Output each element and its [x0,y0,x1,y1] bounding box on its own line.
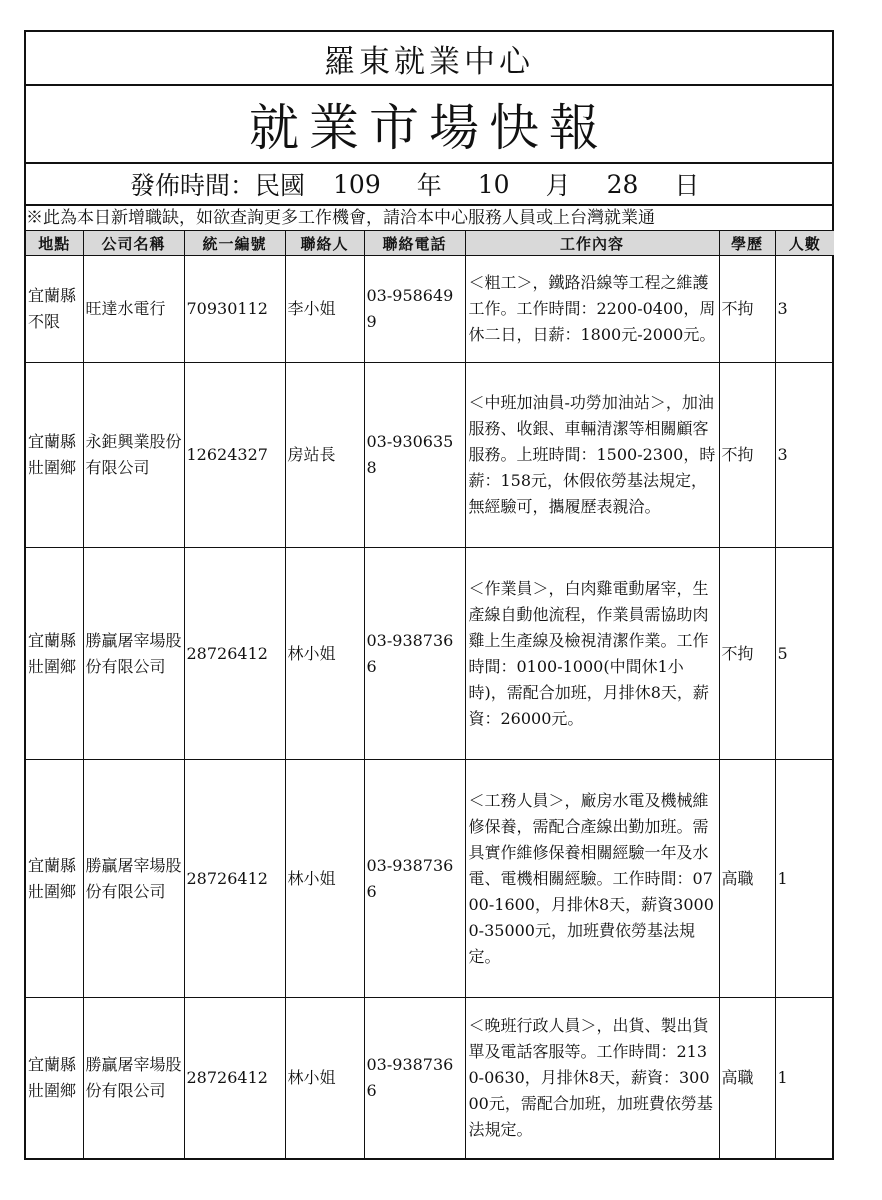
publish-day: 28 [606,169,639,199]
cell-phone: 03-9387366 [364,998,465,1158]
cell-tax-id: 12624327 [184,363,285,548]
cell-company: 勝贏屠宰場股份有限公司 [83,548,184,760]
cell-tax-id: 70930112 [184,256,285,363]
cell-company: 永鉅興業股份有限公司 [83,363,184,548]
cell-location: 宜蘭縣壯圍鄉 [26,363,83,548]
cell-count: 1 [775,998,834,1158]
table-row [26,363,834,548]
cell-location: 宜蘭縣壯圍鄉 [26,998,83,1158]
center-name: 羅東就業中心 [26,32,832,86]
cell-location: 宜蘭縣壯圍鄉 [26,548,83,760]
publish-month-unit: 月 [545,171,571,200]
table-header-row [26,231,834,256]
cell-contact: 林小姐 [285,760,364,998]
job-report-sheet [24,30,834,1160]
cell-phone: 03-9387366 [364,760,465,998]
cell-content: ＜工務人員＞，廠房水電及機械維修保養，需配合產線出勤加班。需具實作維修保養相關經驗一年及水電、電機相關經驗。工作時間：0700-1600，月排休8天，薪資30000-35000元，加班費依勞基法規定。 [465,760,719,998]
publish-date [26,164,832,206]
col-header-count: 人數 [775,231,834,256]
col-header-contact: 聯絡人 [285,231,364,256]
cell-tax-id: 28726412 [184,548,285,760]
cell-education: 不拘 [719,548,775,760]
col-header-tax-id: 統一編號 [184,231,285,256]
cell-company: 勝贏屠宰場股份有限公司 [83,760,184,998]
cell-contact: 李小姐 [285,256,364,363]
cell-education: 不拘 [719,256,775,363]
cell-content: ＜中班加油員-功勞加油站＞，加油服務、收銀、車輛清潔等相關顧客服務。上班時間：1500-2300，時薪：158元，休假依勞基法規定，無經驗可，攜履歷表親洽。 [465,363,719,548]
cell-location: 宜蘭縣不限 [26,256,83,363]
cell-contact: 林小姐 [285,998,364,1158]
cell-tax-id: 28726412 [184,998,285,1158]
cell-content: ＜粗工＞，鐵路沿線等工程之維護工作。工作時間：2200-0400，周休二日，日薪：1800元-2000元。 [465,256,719,363]
cell-location: 宜蘭縣壯圍鄉 [26,760,83,998]
col-header-company: 公司名稱 [83,231,184,256]
notice-text: ※此為本日新增職缺，如欲查詢更多工作機會，請洽本中心服務人員或上台灣就業通 [26,206,832,231]
cell-phone: 03-9586499 [364,256,465,363]
publish-year-unit: 年 [416,171,442,200]
col-header-phone: 聯絡電話 [364,231,465,256]
cell-phone: 03-9387366 [364,548,465,760]
table-row [26,548,834,760]
col-header-education: 學歷 [719,231,775,256]
table-row [26,998,834,1158]
cell-education: 不拘 [719,363,775,548]
report-title: 就業市場快報 [26,86,832,164]
table-row [26,256,834,363]
cell-count: 1 [775,760,834,998]
cell-count: 3 [775,256,834,363]
cell-tax-id: 28726412 [184,760,285,998]
cell-company: 旺達水電行 [83,256,184,363]
cell-content: ＜作業員＞，白肉雞電動屠宰，生產線自動他流程，作業員需協助肉雞上生產線及檢視清潔作業。工作時間：0100-1000(中間休1小時)，需配合加班，月排休8天，薪資：26000元。 [465,548,719,760]
cell-company: 勝贏屠宰場股份有限公司 [83,998,184,1158]
publish-label: 發佈時間：民國 [130,171,306,200]
cell-contact: 房站長 [285,363,364,548]
publish-day-unit: 日 [674,171,700,200]
publish-year: 109 [333,169,381,199]
col-header-location: 地點 [26,231,83,256]
job-table [26,231,834,1158]
cell-phone: 03-9306358 [364,363,465,548]
col-header-content: 工作內容 [465,231,719,256]
cell-count: 5 [775,548,834,760]
publish-month: 10 [477,169,510,199]
table-row [26,760,834,998]
cell-count: 3 [775,363,834,548]
cell-education: 高職 [719,760,775,998]
cell-content: ＜晚班行政人員＞，出貨、製出貨單及電話客服等。工作時間：2130-0630，月排休8天，薪資：30000元，需配合加班，加班費依勞基法規定。 [465,998,719,1158]
cell-contact: 林小姐 [285,548,364,760]
cell-education: 高職 [719,998,775,1158]
